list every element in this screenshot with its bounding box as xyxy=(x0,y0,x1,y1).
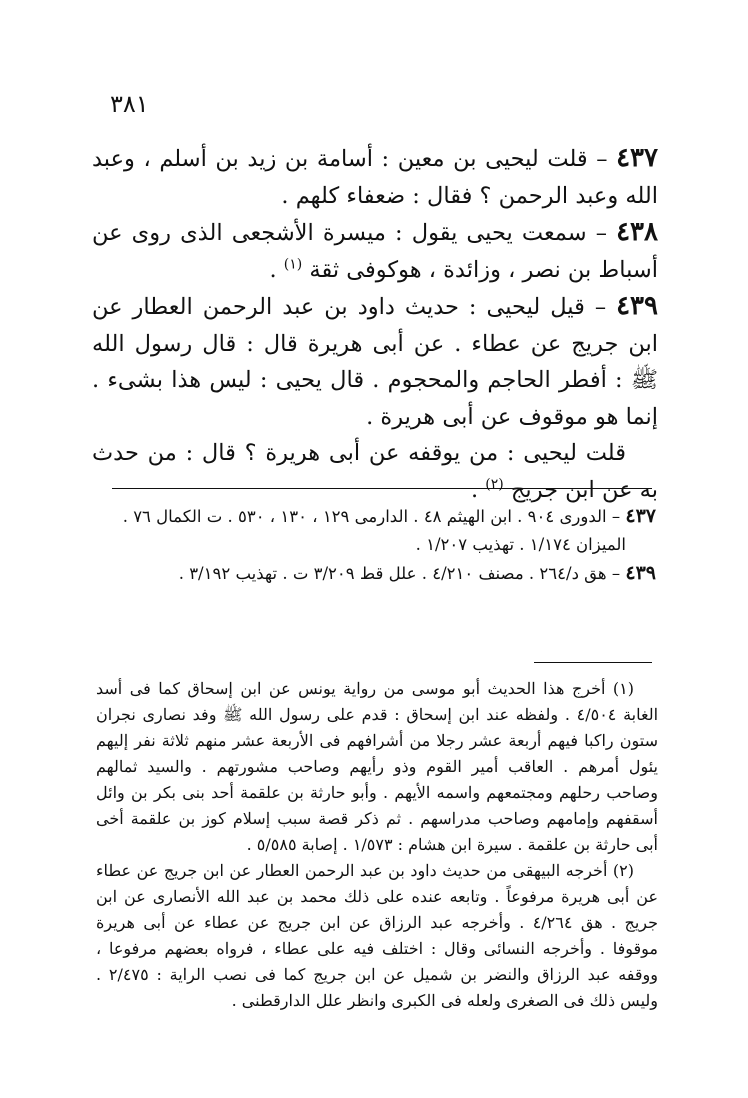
entry-number: ٤٣٧ xyxy=(616,143,658,173)
main-text xyxy=(92,140,658,508)
source-number: ٤٣٧ xyxy=(625,505,656,527)
entry-number: ٤٣٨ xyxy=(616,217,658,247)
entry-text-tail: . xyxy=(470,476,486,503)
footnote-ref: (٢) xyxy=(485,476,504,492)
source-437 xyxy=(96,502,656,531)
entry-437 xyxy=(92,140,658,214)
source-number: ٤٣٩ xyxy=(625,562,656,584)
footnotes-divider xyxy=(534,662,652,663)
entry-text: قلت ليحيى : من يوقفه عن أبى هريرة ؟ قال : من حدث به عن ابن جريج xyxy=(92,440,658,503)
entry-text-tail: . xyxy=(269,256,284,283)
page-number: ٣٨١ xyxy=(110,90,149,118)
footnote-ref: (١) xyxy=(283,256,303,272)
source-text: – الدورى ٩٠٤ . ابن الهيثم ٤٨ . الدارمى ١٢٩ ، ١٣٠ ، ٥٣٠ . ت الكمال ٧٦ . xyxy=(122,507,626,526)
entry-text: – قلت ليحيى بن معين : أسامة بن زيد بن أسلم ، وعبد الله وعبد الرحمن ؟ فقال : ضعفاء كلهم . xyxy=(92,146,658,209)
source-439 xyxy=(96,559,656,588)
source-text: – هق د/٢٦٤ . مصنف ٤/٢١٠ . علل قط ٣/٢٠٩ ت . تهذيب ٣/١٩٢ . xyxy=(178,564,626,583)
footnote-1: (١) أخرج هذا الحديث أبو موسى من رواية يونس عن ابن إسحاق كما فى أسد الغابة ٤/٥٠٤ . ولفظه عند ابن إسحاق : قدم على رسول الله ﷺ وفد نصارى نجران ستون راكبا فيهم أربعة عشر رجلا من أشرافهم فى الأربعة عشر منهم ثلاثة نفر إليهم يئول أمرهم . العاقب أمير القوم وذو رأيهم وصاحب مشورتهم . والسيد ثمالهم وصاحب رحلهم ومجتمعهم واسمه الأيهم . وأبو حارثة بن علقمة أحد بنى بكر بن وائل أسقفهم وإمامهم وصاحب مدراسهم . ثم ذكر قصة سبب إسلام كوز بن علقمة أخى أبى حارثة بن علقمة . سيرة ابن هشام : ١/٥٧٣ . إصابة ٥/٥٨٥ . xyxy=(96,679,659,854)
entry-text: – قيل ليحيى : حديث داود بن عبد الرحمن العطار عن ابن جريج عن عطاء . عن أبى هريرة قال : قال رسول الله ﷺ : أفطر الحاجم والمحجوم . قال يحيى : ليس هذا بشىء . إنما هو موقوف عن أبى هريرة . xyxy=(92,294,658,430)
entry-text: – سمعت يحيى يقول : ميسرة الأشجعى الذى روى عن أسباط بن نصر ، وزائدة ، هوكوفى ثقة xyxy=(92,220,658,283)
sources-section xyxy=(96,502,656,588)
footnote-2: (٢) أخرجه البيهقى من حديث داود بن عبد الرحمن العطار عن ابن جريج عن عطاء عن أبى هريرة مرفوعاً . وتابعه عنده على ذلك محمد بن عبد الله الأنصارى عن ابن جريج . هق ٤/٢٦٤ . وأخرجه عبد الرزاق عن ابن جريج عن عطاء عن أبى هريرة موقوفا . وأخرجه النسائى وقال : اختلف فيه على عطاء ، فرواه بعضهم مرفوعا ، ووقفه عبد الرزاق والنضر بن شميل عن ابن جريج كما فى نصب الراية : ٢/٤٧٥ . وليس ذلك فى الصغرى ولعله فى الكبرى وانظر علل الدارقطنى . xyxy=(96,861,659,1010)
sources-divider xyxy=(112,488,652,489)
entry-439 xyxy=(92,288,658,435)
source-text: الميزان ١/١٧٤ . تهذيب ١/٢٠٧ . xyxy=(415,535,626,554)
source-438 xyxy=(96,531,656,559)
entry-439-continuation xyxy=(92,435,658,508)
entry-438 xyxy=(92,214,658,288)
entry-number: ٤٣٩ xyxy=(616,291,658,321)
footnotes-section xyxy=(96,676,658,1014)
